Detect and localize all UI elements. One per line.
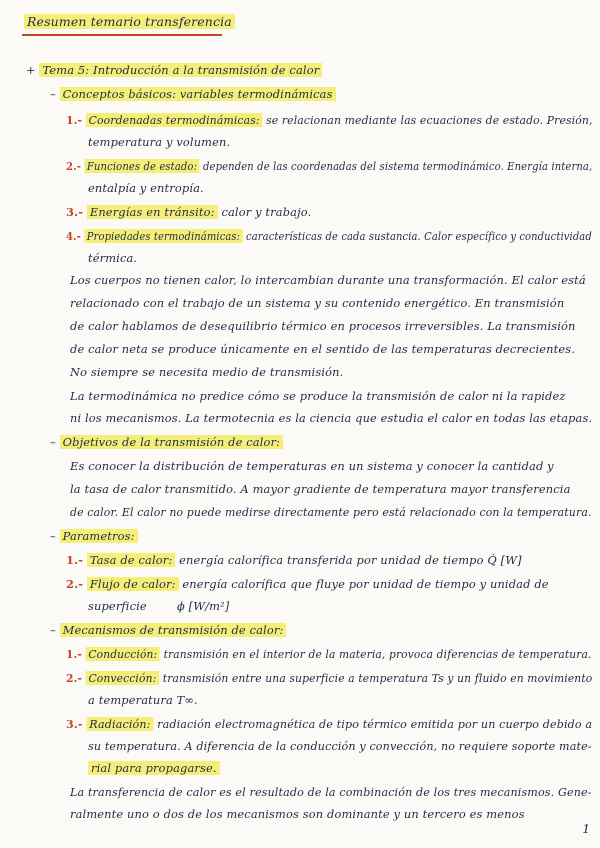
sec4-item2: 2.- Convección: transmisión entre una superficie a temperatura Ts y un fluido en movimiento <box>66 671 593 685</box>
sec1-item1: 1.- Coordenadas termodinámicas: se relacionan mediante las ecuaciones de estado. Presión, <box>66 113 593 127</box>
sec3-heading: – Parametros: <box>50 528 138 544</box>
sec3-item1: 1.- Tasa de calor: energía calorífica transferida por unidad de tiempo Q̇ [W] <box>66 553 522 567</box>
sec4-item1: 1.- Conducción: transmisión en el interior de la materia, provoca diferencias de temperatura. <box>66 647 592 661</box>
sec1-paragraph-line: de calor neta se produce únicamente en el sentido de las temperaturas decrecientes. <box>70 342 576 356</box>
sec4-paragraph-line: ralmente uno o dos de los mecanismos son dominante y un tercero es menos <box>70 807 525 821</box>
sec1-paragraph-line: La termodinámica no predice cómo se produce la transmisión de calor ni la rapidez <box>70 389 566 403</box>
sec4-item3-cont: su temperatura. A diferencia de la conducción y convección, no requiere soporte mate- <box>88 739 592 753</box>
sec1-paragraph-line: Los cuerpos no tienen calor, lo intercambian durante una transformación. El calor está <box>70 273 586 287</box>
sec2-paragraph-line: de calor. El calor no puede medirse directamente pero está relacionado con la temperatura. <box>70 505 592 519</box>
page-title: Resumen temario transferencia <box>24 14 235 30</box>
title-underline <box>22 34 222 36</box>
sec4-heading: – Mecanismos de transmisión de calor: <box>50 622 286 638</box>
page-number: 1 <box>582 822 590 836</box>
sec1-paragraph-line: relacionado con el trabajo de un sistema y su contenido energético. En transmisión <box>70 296 565 310</box>
sec1-item2: 2.- Funciones de estado: dependen de las coordenadas del sistema termodinámico. Energía interna, <box>66 159 593 173</box>
sec1-paragraph-line: No siempre se necesita medio de transmisión. <box>70 365 344 379</box>
sec1-paragraph-line: de calor hablamos de desequilibrio térmico en procesos irreversibles. La transmisión <box>70 319 576 333</box>
sec4-paragraph-line: La transferencia de calor es el resultado de la combinación de los tres mecanismos. Gene- <box>70 785 592 799</box>
sec1-item4: 4.- Propiedades termodinámicas: características de cada sustancia. Calor específico y conductividad <box>66 229 592 243</box>
sec1-item3: 3.- Energías en tránsito: calor y trabajo. <box>66 205 312 219</box>
tema-heading: + Tema 5: Introducción a la transmisión de calor <box>26 62 322 78</box>
sec2-heading: – Objetivos de la transmisión de calor: <box>50 434 283 450</box>
sec4-item3: 3.- Radiación: radiación electromagnética de tipo térmico emitida por un cuerpo debido a <box>66 717 593 731</box>
sec3-item2-cont: superficie ϕ [W/m²] <box>88 599 230 613</box>
sec2-paragraph-line: la tasa de calor transmitido. A mayor gradiente de temperatura mayor transferencia <box>70 482 571 496</box>
sec1-item4-cont: térmica. <box>88 251 138 265</box>
sec4-item2-cont: a temperatura T∞. <box>88 693 198 707</box>
sec1-item2-cont: entalpía y entropía. <box>88 181 204 195</box>
sec1-paragraph-line: ni los mecanismos. La termotecnia es la ciencia que estudia el calor en todas las etapas. <box>70 411 593 425</box>
sec3-item2: 2.- Flujo de calor: energía calorífica que fluye por unidad de tiempo y unidad de <box>66 577 549 591</box>
sec4-item3-cont: rial para propagarse. <box>88 760 220 776</box>
sec2-paragraph-line: Es conocer la distribución de temperaturas en un sistema y conocer la cantidad y <box>70 459 554 473</box>
sec1-heading: – Conceptos básicos: variables termodinámicas <box>50 86 336 102</box>
sec1-item1-cont: temperatura y volumen. <box>88 135 231 149</box>
